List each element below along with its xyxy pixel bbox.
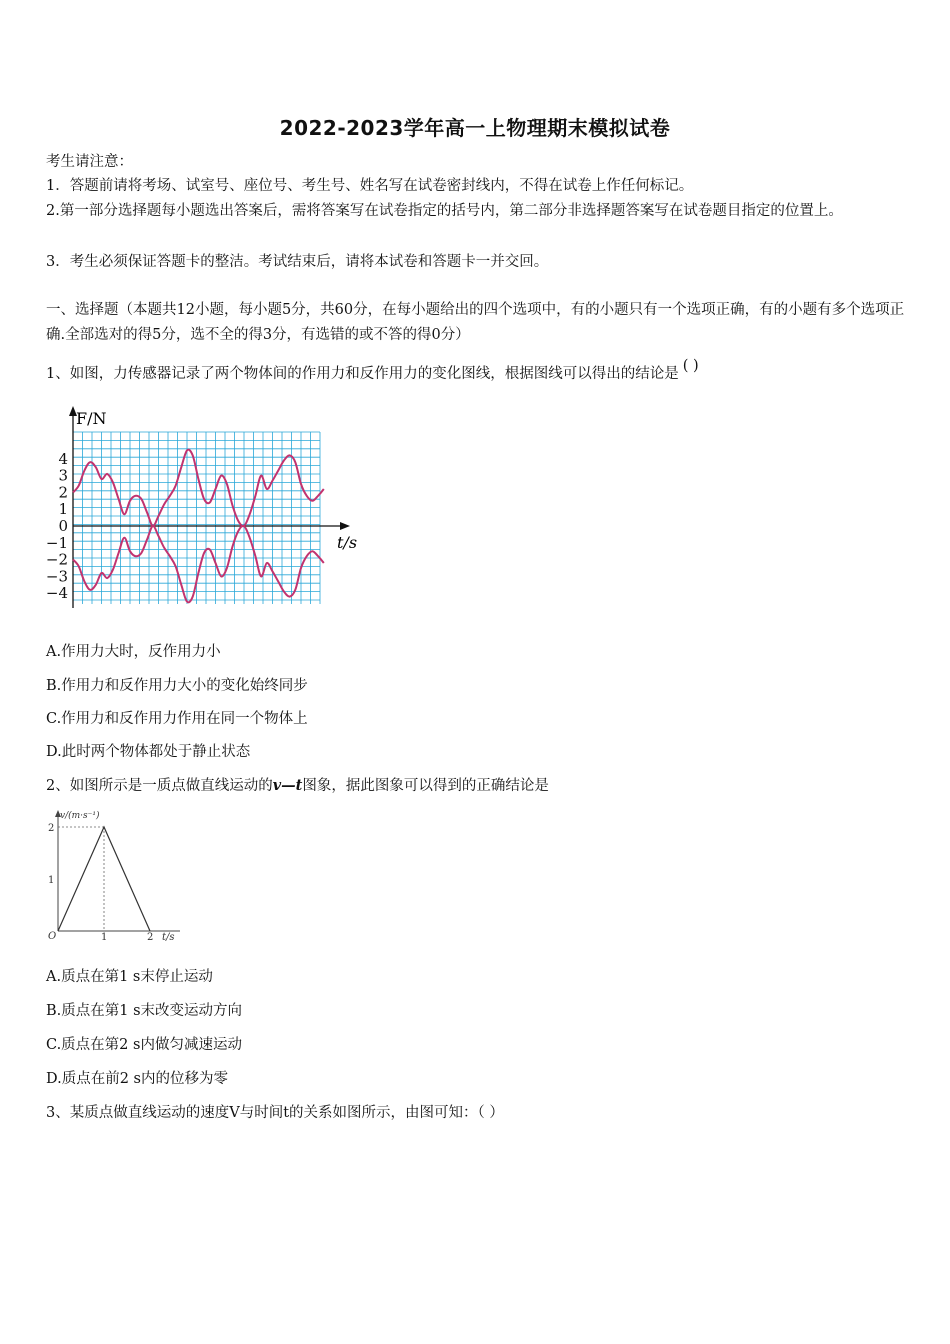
question-2-variable: v—t [272,777,303,794]
question-1-option-a: A.作用力大时，反作用力小 [46,644,221,660]
y-tick-label: 0 [58,517,68,535]
y-tick-label: −3 [45,567,68,586]
vt-x-tick-1: 1 [101,932,108,943]
y-tick-label: 2 [58,483,68,502]
answer-bracket: ( ) [682,358,699,374]
section1-header: 一、选择题（本题共12小题，每小题5分，共60分，在每小题给出的四个选项中，有的小题只有一个选项正确，有的小题有多个选项正确.全部选对的得5分，选不全的得3分，有选错的或不答的得0分） [46,302,905,343]
y-tick-label: 3 [58,466,68,485]
page-title: 2022-2023学年高一上物理期末模拟试卷 [279,116,671,140]
question-2-option-a: A.质点在第1 s末停止运动 [46,969,213,985]
question-2-stem [46,774,908,798]
vt-axes [55,810,180,931]
vt-x-axis-label: t/s [162,932,175,943]
notice-item-3: 3．考生必须保证答题卡的整洁。考试结束后，请将本试卷和答题卡一并交回。 [46,254,549,270]
question-2-text-prefix: 2、如图所示是一质点做直线运动的 [46,778,273,794]
question-2-option-d: D.质点在前2 s内的位移为零 [46,1071,228,1087]
y-axis-label: F/N [76,409,107,428]
y-tick-label: 1 [58,500,68,519]
notice-heading: 考生请注意： [46,154,133,170]
y-tick-label: −4 [45,584,68,603]
question-3-stem: 3、某质点做直线运动的速度V与时间t的关系如图所示，由图可知：（ ） [46,1105,504,1121]
notice-item-2: 2.第一部分选择题每小题选出答案后，需将答案写在试卷指定的括号内，第二部分非选择题答案写在试卷题目指定的位置上。 [46,203,843,219]
question-1-option-b: B.作用力和反作用力大小的变化始终同步 [46,678,308,694]
question-1-option-d: D.此时两个物体都处于静止状态 [46,744,251,760]
notice-item-1: 1．答题前请将考场、试室号、座位号、考生号、姓名写在试卷密封线内，不得在试卷上作任何标记。 [46,178,694,194]
y-tick-label: −1 [45,533,68,552]
vt-y-axis-label: v/(m·s⁻¹) [60,811,100,821]
question-1-text: 1、如图，力传感器记录了两个物体间的作用力和反作用力的变化图线，根据图线可以得出的结论是 [46,366,679,382]
vt-origin-label: O [48,931,57,942]
chart-tick-labels [46,450,68,602]
question-1-stem [46,358,908,386]
velocity-time-chart [40,805,190,950]
question-1-option-c: C.作用力和反作用力作用在同一个物体上 [46,711,308,727]
force-time-chart [40,400,370,615]
question-2-option-b: B.质点在第1 s末改变运动方向 [46,1003,243,1019]
y-tick-label: 4 [58,449,68,468]
x-axis-label: t/s [337,533,358,552]
vt-y-tick-1: 1 [48,875,55,886]
vt-y-tick-2: 2 [48,823,55,834]
question-2-text-suffix: 图象，据此图象可以得到的正确结论是 [302,778,549,794]
question-2-option-c: C.质点在第2 s内做匀减速运动 [46,1037,242,1053]
y-tick-label: −2 [45,550,68,569]
x-axis-arrow [340,522,350,530]
vt-x-tick-2: 2 [147,932,154,943]
